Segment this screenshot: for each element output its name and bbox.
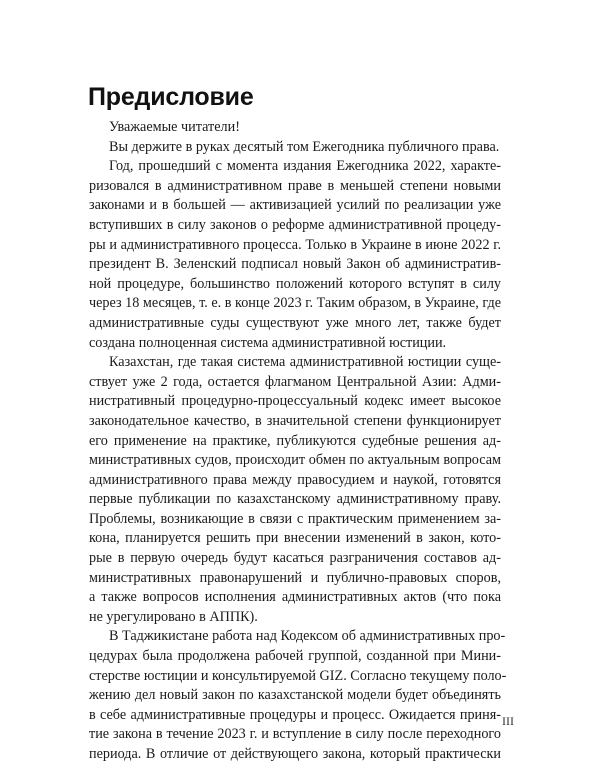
text-line: президент В. Зеленский подписал новый Закон об административ- bbox=[89, 256, 501, 273]
text-line: через 18 месяцев, т. е. в конце 2023 г. Таким образом, в Украине, где bbox=[89, 295, 501, 312]
text-line: административного права между правосудием и наукой, готовятся bbox=[89, 471, 501, 488]
paragraph bbox=[89, 157, 501, 353]
body-text bbox=[89, 118, 507, 765]
text-line: вступивших в силу законов о реформе административной процеду- bbox=[89, 216, 501, 233]
text-line: Год, прошедший с момента издания Ежегодника 2022, характе- bbox=[109, 158, 501, 175]
text-line: ры и административного процесса. Только в Украине в июне 2022 г. bbox=[89, 236, 501, 253]
text-line: министративных судов, происходит обмен по актуальным вопросам bbox=[89, 452, 501, 469]
text-line: административные суды существуют уже много лет, также будет bbox=[89, 314, 501, 331]
text-line: нистративный процедурно-процессуальный кодекс имеет высокое bbox=[89, 393, 501, 410]
text-line: создана полноценная система административной юстиции. bbox=[89, 334, 447, 351]
text-line: стерстве юстиции и консультируемой GIZ. Согласно текущему поло- bbox=[89, 667, 507, 684]
paragraph bbox=[89, 353, 501, 627]
text-line: в себе административные процедуры и процесс. Ожидается приня- bbox=[89, 706, 501, 723]
page-title: Предисловие bbox=[88, 83, 254, 111]
text-line: Казахстан, где такая система административной юстиции суще- bbox=[109, 354, 501, 371]
paragraph bbox=[89, 118, 501, 138]
text-line: ной процедуре, большинство положений которого вступят в силу bbox=[89, 275, 501, 292]
text-line: ризовался в административном праве в меньшей степени новыми bbox=[89, 177, 501, 194]
paragraph bbox=[89, 138, 501, 158]
text-line: Уважаемые читатели! bbox=[109, 119, 240, 135]
paragraph bbox=[89, 627, 507, 764]
text-line: жению дел новый закон по казахстанской модели будет объединять bbox=[89, 687, 501, 704]
text-line: Проблемы, возникающие в связи с практическим применением за- bbox=[89, 510, 501, 527]
text-line: законодательное качество, в значительной степени функционирует bbox=[89, 412, 501, 429]
text-line: цедурах была продолжена рабочей группой, созданной при Мини- bbox=[89, 648, 501, 665]
text-line: первые публикации по казахстанскому административному праву. bbox=[89, 491, 501, 508]
text-line: а также вопросов исполнения административных актов (что пока bbox=[89, 589, 501, 606]
text-line: законами и в большей — активизацией усилий по реализации уже bbox=[89, 197, 501, 214]
text-line: ствует уже 2 года, остается флагманом Центральной Азии: Адми- bbox=[89, 373, 501, 390]
text-line: кона, планируется решить при внесении изменений в закон, кото- bbox=[89, 530, 501, 547]
text-line: тие закона в течение 2023 г. и вступление в силу после переходного bbox=[89, 726, 501, 743]
text-line: Вы держите в руках десятый том Ежегодника публичного права. bbox=[109, 138, 500, 155]
text-line: периода. В отличие от действующего закона, который практически bbox=[89, 746, 501, 762]
text-line: рые в первую очередь будут касаться разграничения составов ад- bbox=[89, 550, 501, 567]
text-line: не урегулировано в АППК). bbox=[89, 608, 258, 625]
text-line: В Таджикистане работа над Кодексом об административных про- bbox=[109, 628, 506, 645]
text-line: министративных правонарушений и публично-правовых споров, bbox=[89, 569, 501, 586]
text-line: его применение на практике, публикуются судебные решения ад- bbox=[89, 432, 501, 449]
page-number: III bbox=[502, 714, 514, 728]
